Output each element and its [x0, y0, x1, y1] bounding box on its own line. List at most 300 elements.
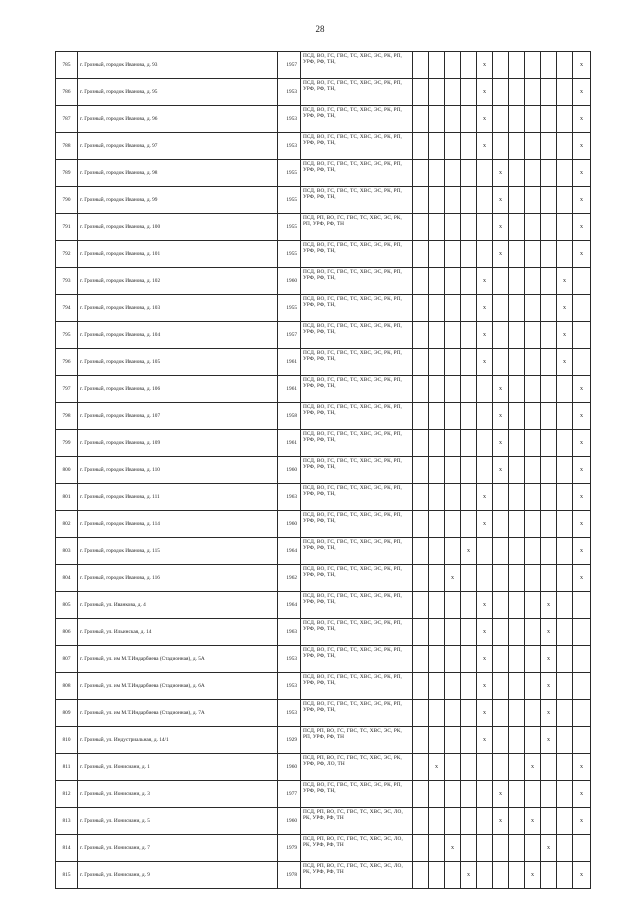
systems-cell: ПСД, ВО, ГС, ГВС, ТС, ХВС, ЭС, РК, РП, УРФ, РФ, ТН,: [301, 619, 413, 646]
table-row: [56, 214, 591, 241]
mark-cell: [445, 457, 461, 484]
mark-cell: [557, 781, 573, 808]
mark-cell: [413, 214, 429, 241]
mark-cell: x: [541, 700, 557, 727]
mark-cell: [509, 349, 525, 376]
mark-cell: [461, 700, 477, 727]
mark-cell: [477, 403, 493, 430]
mark-cell: x: [445, 565, 461, 592]
mark-cell: [445, 484, 461, 511]
mark-cell: [429, 727, 445, 754]
mark-cell: [557, 403, 573, 430]
mark-cell: [541, 862, 557, 889]
mark-cell: [429, 79, 445, 106]
address-cell: г. Грозный, городок Иванова, д. 109: [78, 430, 278, 457]
mark-cell: [429, 214, 445, 241]
row-number: 808: [56, 673, 78, 700]
mark-cell: [573, 592, 591, 619]
mark-cell: [541, 295, 557, 322]
mark-cell: [493, 484, 509, 511]
mark-cell: x: [573, 862, 591, 889]
row-number: 786: [56, 79, 78, 106]
mark-cell: [445, 376, 461, 403]
mark-cell: [541, 511, 557, 538]
mark-cell: [525, 403, 541, 430]
year-cell: 1955: [278, 160, 301, 187]
mark-cell: [445, 430, 461, 457]
mark-cell: [429, 106, 445, 133]
mark-cell: x: [477, 727, 493, 754]
mark-cell: x: [573, 403, 591, 430]
mark-cell: x: [541, 727, 557, 754]
mark-cell: [557, 727, 573, 754]
address-cell: г. Грозный, ул. Ионисиани, д. 7: [78, 835, 278, 862]
mark-cell: x: [493, 214, 509, 241]
address-cell: г. Грозный, городок Иванова, д. 97: [78, 133, 278, 160]
mark-cell: [493, 295, 509, 322]
systems-cell: ПСД, ВО, ГС, ГВС, ТС, ХВС, ЭС, РК, РП, УРФ, РФ, ТН,: [301, 349, 413, 376]
address-cell: г. Грозный, городок Иванова, д. 99: [78, 187, 278, 214]
row-number: 793: [56, 268, 78, 295]
mark-cell: [509, 457, 525, 484]
mark-cell: [557, 241, 573, 268]
mark-cell: [413, 592, 429, 619]
mark-cell: [477, 835, 493, 862]
mark-cell: [541, 133, 557, 160]
systems-cell: ПСД, ВО, ГС, ГВС, ТС, ХВС, ЭС, РК, РП, УРФ, РФ, ТН,: [301, 79, 413, 106]
year-cell: 1963: [278, 484, 301, 511]
mark-cell: x: [573, 484, 591, 511]
mark-cell: [429, 322, 445, 349]
mark-cell: [493, 727, 509, 754]
mark-cell: [541, 565, 557, 592]
mark-cell: [557, 160, 573, 187]
mark-cell: [461, 295, 477, 322]
mark-cell: [461, 592, 477, 619]
mark-cell: [445, 619, 461, 646]
mark-cell: [525, 322, 541, 349]
mark-cell: [509, 511, 525, 538]
year-cell: 1963: [278, 619, 301, 646]
mark-cell: [509, 835, 525, 862]
mark-cell: x: [525, 808, 541, 835]
mark-cell: [541, 781, 557, 808]
row-number: 807: [56, 646, 78, 673]
mark-cell: [573, 295, 591, 322]
mark-cell: [573, 322, 591, 349]
mark-cell: [413, 835, 429, 862]
mark-cell: [541, 187, 557, 214]
table-row: [56, 565, 591, 592]
row-number: 806: [56, 619, 78, 646]
mark-cell: [413, 538, 429, 565]
systems-cell: ПСД, ВО, ГС, ГВС, ТС, ХВС, ЭС, РК, РП, УРФ, РФ, ТН,: [301, 781, 413, 808]
mark-cell: [493, 322, 509, 349]
mark-cell: [525, 349, 541, 376]
address-cell: г. Грозный, ул. Иванкова, д. 4: [78, 592, 278, 619]
register-table: [55, 51, 591, 889]
mark-cell: [541, 349, 557, 376]
mark-cell: [461, 430, 477, 457]
mark-cell: x: [557, 349, 573, 376]
mark-cell: [573, 700, 591, 727]
year-cell: 1961: [278, 349, 301, 376]
mark-cell: [541, 403, 557, 430]
year-cell: 1929: [278, 727, 301, 754]
mark-cell: [493, 754, 509, 781]
address-cell: г. Грозный, городок Иванова, д. 100: [78, 214, 278, 241]
row-number: 788: [56, 133, 78, 160]
systems-cell: ПСД, ВО, ГС, ГВС, ТС, ХВС, ЭС, РК, РП, УРФ, РФ, ТН,: [301, 295, 413, 322]
row-number: 787: [56, 106, 78, 133]
row-number: 799: [56, 430, 78, 457]
mark-cell: [429, 835, 445, 862]
mark-cell: x: [477, 349, 493, 376]
mark-cell: [557, 376, 573, 403]
row-number: 794: [56, 295, 78, 322]
mark-cell: [477, 187, 493, 214]
mark-cell: [413, 754, 429, 781]
systems-cell: ПСД, ВО, ГС, ГВС, ТС, ХВС, ЭС, РК, РП, УРФ, РФ, ТН,: [301, 160, 413, 187]
mark-cell: [573, 619, 591, 646]
mark-cell: x: [573, 52, 591, 79]
mark-cell: [461, 187, 477, 214]
table-row: [56, 187, 591, 214]
mark-cell: [429, 430, 445, 457]
row-number: 810: [56, 727, 78, 754]
mark-cell: x: [573, 430, 591, 457]
mark-cell: [413, 52, 429, 79]
mark-cell: [509, 673, 525, 700]
table-row: [56, 754, 591, 781]
mark-cell: [541, 808, 557, 835]
year-cell: 1960: [278, 754, 301, 781]
mark-cell: [477, 565, 493, 592]
mark-cell: x: [477, 295, 493, 322]
mark-cell: [525, 457, 541, 484]
year-cell: 1953: [278, 673, 301, 700]
mark-cell: [477, 808, 493, 835]
table-row: [56, 862, 591, 889]
table-row: [56, 673, 591, 700]
table-row: [56, 619, 591, 646]
mark-cell: [445, 592, 461, 619]
mark-cell: [413, 430, 429, 457]
mark-cell: x: [477, 592, 493, 619]
mark-cell: [493, 106, 509, 133]
mark-cell: x: [493, 187, 509, 214]
mark-cell: [557, 808, 573, 835]
mark-cell: [413, 403, 429, 430]
mark-cell: [541, 106, 557, 133]
mark-cell: [413, 565, 429, 592]
mark-cell: x: [493, 430, 509, 457]
mark-cell: [573, 268, 591, 295]
mark-cell: [413, 646, 429, 673]
mark-cell: x: [573, 106, 591, 133]
mark-cell: [429, 538, 445, 565]
mark-cell: [445, 727, 461, 754]
mark-cell: x: [573, 808, 591, 835]
mark-cell: [493, 619, 509, 646]
mark-cell: [429, 295, 445, 322]
systems-cell: ПСД, ВО, ГС, ГВС, ТС, ХВС, ЭС, РК, РП, УРФ, РФ, ТН,: [301, 592, 413, 619]
year-cell: 1953: [278, 700, 301, 727]
mark-cell: [557, 646, 573, 673]
systems-cell: ПСД, ВО, ГС, ГВС, ТС, ХВС, ЭС, РК, РП, УРФ, РФ, ТН,: [301, 565, 413, 592]
mark-cell: [413, 106, 429, 133]
row-number: 805: [56, 592, 78, 619]
mark-cell: [525, 160, 541, 187]
mark-cell: [557, 592, 573, 619]
row-number: 792: [56, 241, 78, 268]
mark-cell: [493, 835, 509, 862]
mark-cell: [525, 511, 541, 538]
mark-cell: [509, 322, 525, 349]
year-cell: 1962: [278, 565, 301, 592]
systems-cell: ПСД, РП, ВО, ГС, ГВС, ТС, ХВС, ЭС, ЛО, РК, УРФ, РФ, ТН: [301, 808, 413, 835]
mark-cell: [413, 673, 429, 700]
mark-cell: [493, 646, 509, 673]
table-row: [56, 160, 591, 187]
mark-cell: [493, 592, 509, 619]
mark-cell: [413, 457, 429, 484]
systems-cell: ПСД, ВО, ГС, ГВС, ТС, ХВС, ЭС, РК, РП, УРФ, РФ, ТН,: [301, 457, 413, 484]
mark-cell: [429, 781, 445, 808]
address-cell: г. Грозный, городок Иванова, д. 114: [78, 511, 278, 538]
mark-cell: [445, 808, 461, 835]
mark-cell: [509, 592, 525, 619]
mark-cell: x: [557, 295, 573, 322]
mark-cell: [509, 700, 525, 727]
mark-cell: [509, 484, 525, 511]
mark-cell: [557, 457, 573, 484]
mark-cell: [477, 754, 493, 781]
mark-cell: [493, 133, 509, 160]
mark-cell: [461, 268, 477, 295]
systems-cell: ПСД, ВО, ГС, ГВС, ТС, ХВС, ЭС, РК, РП, УРФ, РФ, ТН,: [301, 52, 413, 79]
mark-cell: [429, 457, 445, 484]
address-cell: г. Грозный, городок Иванова, д. 95: [78, 79, 278, 106]
mark-cell: x: [477, 106, 493, 133]
table-row: [56, 349, 591, 376]
mark-cell: x: [493, 241, 509, 268]
mark-cell: [525, 79, 541, 106]
systems-cell: ПСД, РП, ВО, ГС, ГВС, ТС, ХВС, ЭС, РК, УРФ, РФ, ЛО, ТН: [301, 754, 413, 781]
mark-cell: [413, 511, 429, 538]
year-cell: 1961: [278, 376, 301, 403]
mark-cell: [413, 484, 429, 511]
address-cell: г. Грозный, городок Иванова, д. 115: [78, 538, 278, 565]
row-number: 795: [56, 322, 78, 349]
table-row: [56, 592, 591, 619]
mark-cell: [413, 727, 429, 754]
systems-cell: ПСД, ВО, ГС, ГВС, ТС, ХВС, ЭС, РК, РП, УРФ, РФ, ТН,: [301, 133, 413, 160]
mark-cell: [477, 457, 493, 484]
row-number: 809: [56, 700, 78, 727]
mark-cell: [461, 322, 477, 349]
address-cell: г. Грозный, ул. им М.Т.Индарбиева (Стадионная), д. 6А: [78, 673, 278, 700]
row-number: 790: [56, 187, 78, 214]
mark-cell: [461, 403, 477, 430]
table-row: [56, 700, 591, 727]
row-number: 802: [56, 511, 78, 538]
systems-cell: ПСД, РП, ВО, ГС, ГВС, ТС, ХВС, ЭС, ЛО, РК, УРФ, РФ, ТН: [301, 862, 413, 889]
mark-cell: [461, 646, 477, 673]
mark-cell: x: [573, 754, 591, 781]
mark-cell: [509, 133, 525, 160]
mark-cell: x: [525, 862, 541, 889]
mark-cell: [445, 295, 461, 322]
mark-cell: [429, 241, 445, 268]
table-row: [56, 295, 591, 322]
mark-cell: [413, 808, 429, 835]
row-number: 791: [56, 214, 78, 241]
mark-cell: [509, 538, 525, 565]
mark-cell: [493, 349, 509, 376]
mark-cell: [573, 835, 591, 862]
table-row: [56, 403, 591, 430]
systems-cell: ПСД, ВО, ГС, ГВС, ТС, ХВС, ЭС, РК, РП, УРФ, РФ, ТН,: [301, 673, 413, 700]
mark-cell: [445, 673, 461, 700]
mark-cell: [573, 646, 591, 673]
mark-cell: [525, 727, 541, 754]
mark-cell: [509, 52, 525, 79]
table-row: [56, 511, 591, 538]
mark-cell: [557, 565, 573, 592]
row-number: 801: [56, 484, 78, 511]
year-cell: 1953: [278, 106, 301, 133]
mark-cell: [541, 322, 557, 349]
mark-cell: [509, 430, 525, 457]
mark-cell: [461, 673, 477, 700]
year-cell: 1960: [278, 511, 301, 538]
mark-cell: [461, 79, 477, 106]
mark-cell: [509, 646, 525, 673]
systems-cell: ПСД, ВО, ГС, ГВС, ТС, ХВС, ЭС, РК, РП, УРФ, РФ, ТН,: [301, 484, 413, 511]
mark-cell: x: [477, 511, 493, 538]
mark-cell: [413, 322, 429, 349]
mark-cell: [541, 484, 557, 511]
year-cell: 1978: [278, 862, 301, 889]
row-number: 804: [56, 565, 78, 592]
year-cell: 1953: [278, 79, 301, 106]
mark-cell: [525, 52, 541, 79]
address-cell: г. Грозный, городок Иванова, д. 116: [78, 565, 278, 592]
row-number: 811: [56, 754, 78, 781]
mark-cell: [525, 295, 541, 322]
mark-cell: [557, 862, 573, 889]
mark-cell: [429, 52, 445, 79]
mark-cell: [445, 133, 461, 160]
row-number: 797: [56, 376, 78, 403]
mark-cell: [509, 106, 525, 133]
mark-cell: [461, 835, 477, 862]
mark-cell: [509, 376, 525, 403]
mark-cell: [525, 268, 541, 295]
address-cell: г. Грозный, городок Иванова, д. 107: [78, 403, 278, 430]
address-cell: г. Грозный, городок Иванова, д. 96: [78, 106, 278, 133]
mark-cell: [461, 52, 477, 79]
mark-cell: [493, 538, 509, 565]
table-row: [56, 52, 591, 79]
mark-cell: x: [573, 160, 591, 187]
mark-cell: x: [541, 673, 557, 700]
mark-cell: [461, 241, 477, 268]
address-cell: г. Грозный, ул. Ионисиани, д. 1: [78, 754, 278, 781]
mark-cell: [477, 241, 493, 268]
mark-cell: [525, 673, 541, 700]
mark-cell: x: [573, 781, 591, 808]
mark-cell: [541, 430, 557, 457]
year-cell: 1955: [278, 187, 301, 214]
year-cell: 1955: [278, 214, 301, 241]
mark-cell: [541, 160, 557, 187]
mark-cell: [541, 241, 557, 268]
mark-cell: [461, 754, 477, 781]
mark-cell: [557, 106, 573, 133]
year-cell: 1960: [278, 808, 301, 835]
row-number: 785: [56, 52, 78, 79]
mark-cell: [509, 79, 525, 106]
mark-cell: x: [461, 538, 477, 565]
mark-cell: [461, 619, 477, 646]
mark-cell: [429, 376, 445, 403]
mark-cell: [509, 403, 525, 430]
mark-cell: [413, 268, 429, 295]
mark-cell: [445, 349, 461, 376]
mark-cell: x: [573, 376, 591, 403]
address-cell: г. Грозный, городок Иванова, д. 101: [78, 241, 278, 268]
row-number: 789: [56, 160, 78, 187]
mark-cell: [461, 727, 477, 754]
systems-cell: ПСД, ВО, ГС, ГВС, ТС, ХВС, ЭС, РК, РП, УРФ, РФ, ТН,: [301, 646, 413, 673]
systems-cell: ПСД, ВО, ГС, ГВС, ТС, ХВС, ЭС, РК, РП, УРФ, РФ, ТН,: [301, 511, 413, 538]
systems-cell: ПСД, ВО, ГС, ГВС, ТС, ХВС, ЭС, РК, РП, УРФ, РФ, ТН,: [301, 268, 413, 295]
mark-cell: x: [429, 754, 445, 781]
mark-cell: [429, 511, 445, 538]
page-number: 28: [315, 24, 325, 34]
row-number: 800: [56, 457, 78, 484]
table-row: [56, 646, 591, 673]
mark-cell: [557, 619, 573, 646]
year-cell: 1953: [278, 646, 301, 673]
mark-cell: x: [493, 781, 509, 808]
mark-cell: [461, 457, 477, 484]
year-cell: 1960: [278, 268, 301, 295]
mark-cell: [525, 619, 541, 646]
mark-cell: [541, 214, 557, 241]
mark-cell: x: [493, 376, 509, 403]
address-cell: г. Грозный, городок Иванова, д. 106: [78, 376, 278, 403]
mark-cell: [525, 835, 541, 862]
row-number: 813: [56, 808, 78, 835]
mark-cell: [461, 214, 477, 241]
mark-cell: [525, 700, 541, 727]
mark-cell: x: [541, 835, 557, 862]
mark-cell: [509, 268, 525, 295]
mark-cell: [445, 754, 461, 781]
mark-cell: [573, 349, 591, 376]
mark-cell: [557, 511, 573, 538]
mark-cell: [429, 403, 445, 430]
year-cell: 1955: [278, 295, 301, 322]
mark-cell: [413, 619, 429, 646]
mark-cell: [461, 349, 477, 376]
mark-cell: [429, 646, 445, 673]
mark-cell: [493, 862, 509, 889]
systems-cell: ПСД, ВО, ГС, ГВС, ТС, ХВС, ЭС, РК, РП, УРФ, РФ, ТН,: [301, 700, 413, 727]
